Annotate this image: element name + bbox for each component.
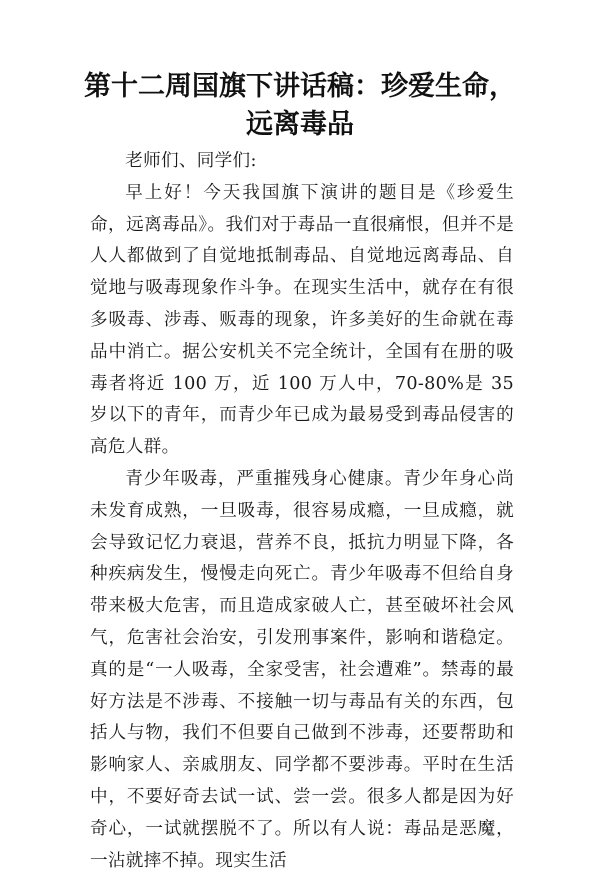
paragraph-2: 青少年吸毒，严重摧残身心健康。青少年身心尚未发育成熟，一旦吸毒，很容易成瘾，一旦成瘾，就会导致记忆力衰退，营养不良，抵抗力明显下降，各种疾病发生，慢慢走向死亡。青少年吸毒不但给自身带来极大危害，而且造成家破人亡，甚至破坏社会风气，危害社会治安，引发刑事案件，影响和谐稳定。真的是“一人吸毒，全家受害，社会遭难”。禁毒的最好方法是不涉毒、不接触一切与毒品有关的东西，包括人与物，我们不但要自己做到不涉毒，还要帮助和影响家人、亲戚朋友、同学都不要涉毒。平时在生活中，不要好奇去试一试、尝一尝。很多人都是因为好奇心，一试就摆脱不了。所以有人说：毒品是恶魔，一沾就摔不掉。现实生活 [90,468,514,871]
page-title: 第十二周国旗下讲话稿：珍爱生命，远离毒品 [84,71,516,140]
salutation: 老师们、同学们: [125,151,257,171]
paragraph-1: 早上好！今天我国旗下演讲的题目是《珍爱生命，远离毒品》。我们对于毒品一直很痛恨，但并不是人人都做到了自觉地抵制毒品、自觉地远离毒品、自觉地与吸毒现象作斗争。在现实生活中，就存在有很多吸毒、涉毒、贩毒的现象，许多美好的生命就在毒品中消亡。据公安机关不完全统计，全国有在册的吸毒者将近 100 万，近 100 万人中，70-80%是 35 岁以下的青年，而青少年已成为最易受到毒品侵害的高危人群。 [90,182,514,458]
speech-body [90,146,514,877]
